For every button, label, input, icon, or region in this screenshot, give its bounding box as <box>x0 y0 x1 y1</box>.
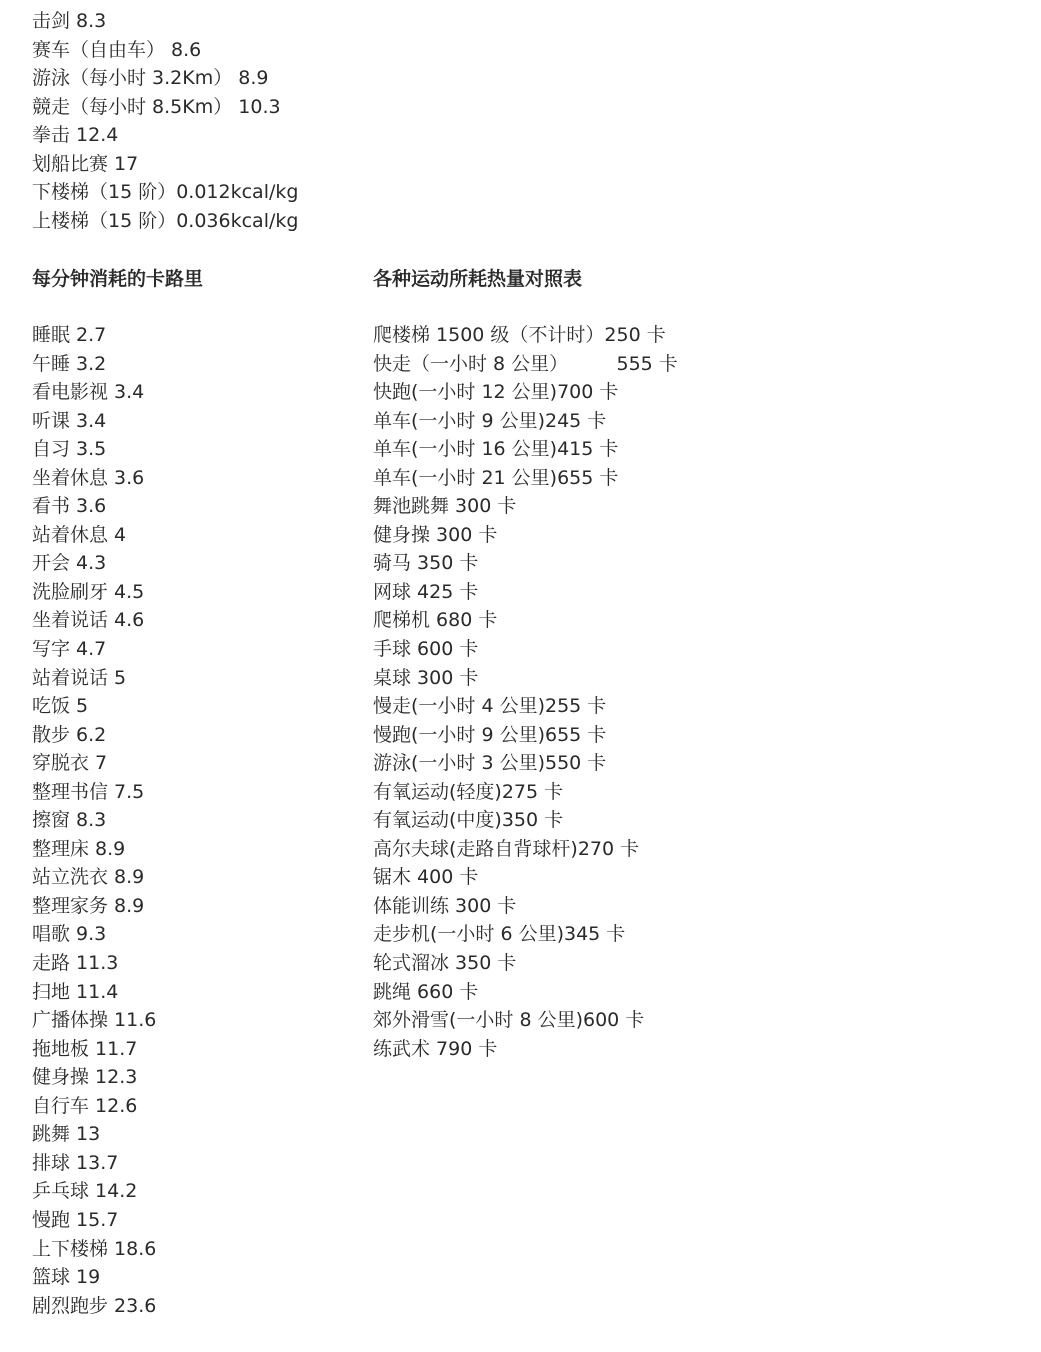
list-item: 击剑 8.3 <box>32 10 107 32</box>
list-item: 划船比赛 17 <box>32 152 139 175</box>
list-item: 洗脸刷牙 4.5 <box>32 580 145 603</box>
list-item: 锯木 400 卡 <box>373 866 479 889</box>
list-item: 穿脱衣 7 <box>32 752 108 775</box>
list-item: 慢走(一小时 4 公里)255 卡 <box>373 695 607 718</box>
list-item: 看电影视 3.4 <box>32 381 145 404</box>
list-item: 慢跑 15.7 <box>32 1208 119 1231</box>
list-item: 爬梯机 680 卡 <box>373 609 498 632</box>
list-item: 有氧运动(轻度)275 卡 <box>373 780 564 803</box>
list-item: 写字 4.7 <box>32 638 107 661</box>
list-item: 乒乓球 14.2 <box>32 1180 138 1203</box>
list-item: 唱歌 9.3 <box>32 923 107 946</box>
left-section-heading: 每分钟消耗的卡路里 <box>32 268 204 290</box>
list-item: 有氧运动(中度)350 卡 <box>373 809 564 832</box>
list-item: 站着说话 5 <box>32 666 127 689</box>
list-item: 跳绳 660 卡 <box>373 980 479 1003</box>
list-item: 走步机(一小时 6 公里)345 卡 <box>373 923 626 946</box>
list-item: 拳击 12.4 <box>32 124 119 147</box>
list-item: 高尔夫球(走路自背球杆)270 卡 <box>373 837 640 860</box>
list-item: 午睡 3.2 <box>32 352 107 375</box>
list-item: 骑马 350 卡 <box>373 552 479 575</box>
list-item: 競走（每小时 8.5Km） 10.3 <box>32 95 281 118</box>
list-item: 下楼梯（15 阶）0.012kcal/kg <box>32 181 299 204</box>
list-item: 慢跑(一小时 9 公里)655 卡 <box>373 723 607 746</box>
list-item: 健身操 12.3 <box>32 1066 138 1089</box>
list-item: 整理书信 7.5 <box>32 780 145 803</box>
list-item: 体能训练 300 卡 <box>373 894 517 917</box>
list-item: 自行车 12.6 <box>32 1094 138 1117</box>
list-item: 篮球 19 <box>32 1266 101 1289</box>
list-item: 整理家务 8.9 <box>32 894 145 917</box>
list-item: 跳舞 13 <box>32 1123 101 1146</box>
list-item: 单车(一小时 21 公里)655 卡 <box>373 466 619 489</box>
list-item: 网球 425 卡 <box>373 580 479 603</box>
list-item: 走路 11.3 <box>32 952 119 975</box>
list-item: 开会 4.3 <box>32 552 107 575</box>
list-item: 散步 6.2 <box>32 723 107 746</box>
list-item: 手球 600 卡 <box>373 638 479 661</box>
list-item: 站着休息 4 <box>32 523 127 546</box>
list-item: 单车(一小时 9 公里)245 卡 <box>373 409 607 432</box>
list-item: 轮式溜冰 350 卡 <box>373 952 517 975</box>
list-item: 整理床 8.9 <box>32 837 126 860</box>
list-item: 爬楼梯 1500 级（不计时）250 卡 <box>373 324 666 346</box>
list-item: 郊外滑雪(一小时 8 公里)600 卡 <box>373 1009 645 1032</box>
list-item: 上楼梯（15 阶）0.036kcal/kg <box>32 209 299 232</box>
list-item: 站立洗衣 8.9 <box>32 866 145 889</box>
list-item: 健身操 300 卡 <box>373 523 498 546</box>
list-item: 快走（一小时 8 公里） 555 卡 <box>373 352 678 375</box>
list-item: 听课 3.4 <box>32 409 107 432</box>
list-item: 坐着休息 3.6 <box>32 466 145 489</box>
list-item: 睡眠 2.7 <box>32 324 107 346</box>
list-item: 坐着说话 4.6 <box>32 609 145 632</box>
list-item: 上下楼梯 18.6 <box>32 1237 157 1260</box>
list-item: 练武术 790 卡 <box>373 1037 498 1060</box>
list-item: 广播体操 11.6 <box>32 1009 157 1032</box>
list-item: 游泳（每小时 3.2Km） 8.9 <box>32 67 269 90</box>
list-item: 赛车（自由车） 8.6 <box>32 38 202 61</box>
per-minute-calorie-list <box>32 323 156 1322</box>
top-calorie-list <box>32 9 298 237</box>
list-item: 剧烈跑步 23.6 <box>32 1294 157 1317</box>
list-item: 舞池跳舞 300 卡 <box>373 495 517 518</box>
list-item: 桌球 300 卡 <box>373 666 479 689</box>
list-item: 快跑(一小时 12 公里)700 卡 <box>373 381 619 404</box>
right-section-heading: 各种运动所耗热量对照表 <box>373 268 583 290</box>
list-item: 看书 3.6 <box>32 495 107 518</box>
list-item: 单车(一小时 16 公里)415 卡 <box>373 438 619 461</box>
list-item: 游泳(一小时 3 公里)550 卡 <box>373 752 607 775</box>
exercise-calorie-table <box>373 323 678 1065</box>
list-item: 擦窗 8.3 <box>32 809 107 832</box>
list-item: 排球 13.7 <box>32 1151 119 1174</box>
list-item: 吃饭 5 <box>32 695 89 718</box>
list-item: 拖地板 11.7 <box>32 1037 138 1060</box>
list-item: 自习 3.5 <box>32 438 107 461</box>
list-item: 扫地 11.4 <box>32 980 119 1003</box>
